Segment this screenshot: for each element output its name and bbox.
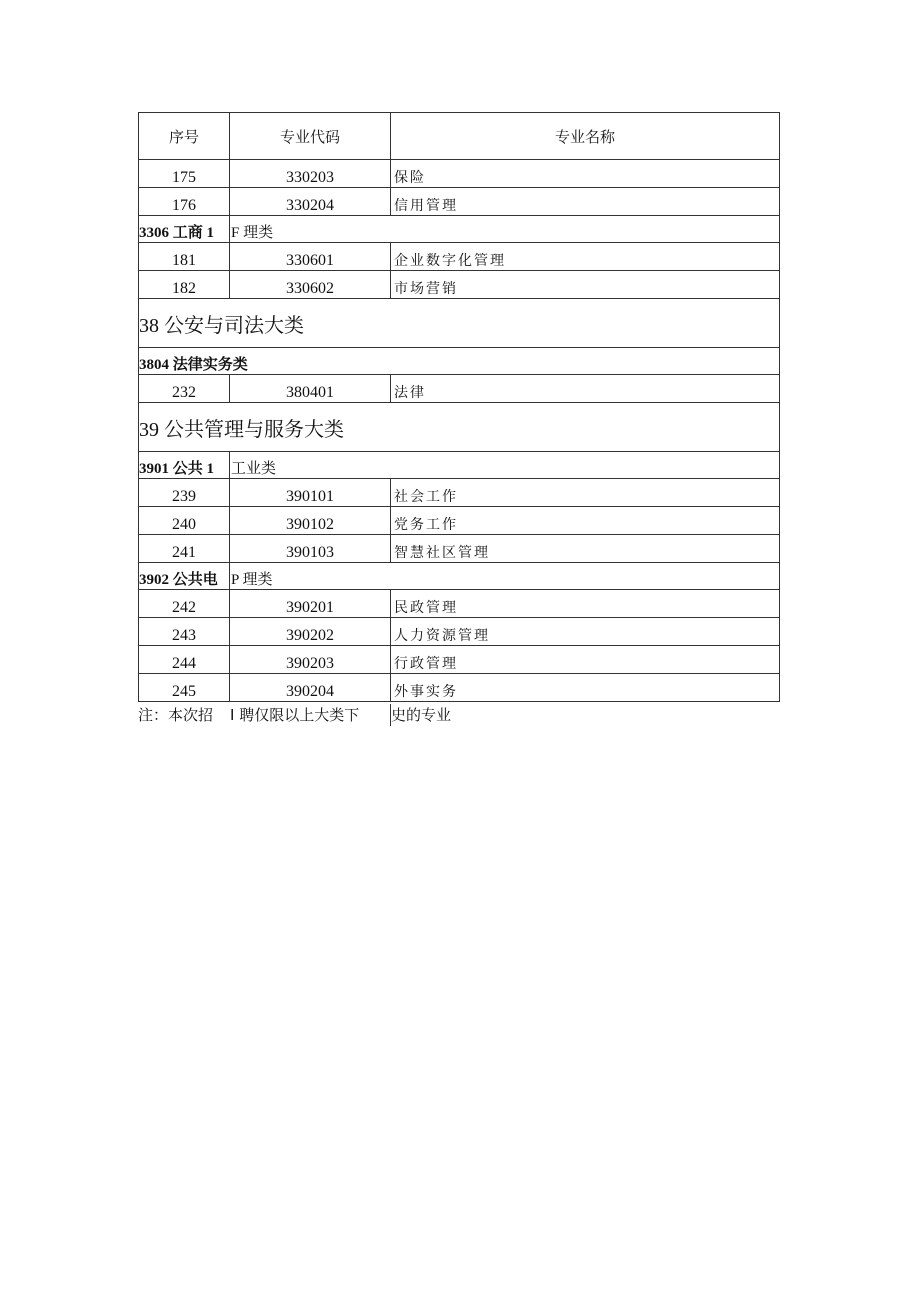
cell-name: 企业数字化管理 — [391, 243, 780, 271]
cell-name: 智慧社区管理 — [391, 535, 780, 563]
table-row — [139, 243, 780, 271]
header-code: 专业代码 — [230, 113, 391, 160]
cell-code: 390201 — [230, 590, 391, 618]
cell-code: 390102 — [230, 507, 391, 535]
footnote-part-2: I 聘仅限以上大类下 — [230, 706, 360, 724]
footnote-part-1: 注：本次招 — [138, 706, 214, 724]
table-row — [139, 618, 780, 646]
subcategory-code-label: 3902 公共电 — [139, 563, 230, 590]
cell-name: 信用管理 — [391, 188, 780, 216]
table-row — [139, 271, 780, 299]
category-title: 38 公安与司法大类 — [139, 299, 780, 348]
subcategory-row — [139, 452, 780, 479]
cell-name: 党务工作 — [391, 507, 780, 535]
table-row — [139, 535, 780, 563]
subcategory-code-label: 3306 工商 1 — [139, 216, 230, 243]
category-row — [139, 299, 780, 348]
cell-seq: 176 — [139, 188, 230, 216]
category-title: 39 公共管理与服务大类 — [139, 403, 780, 452]
subcategory-code-label: 3804 法律实务类 — [139, 348, 780, 375]
subcategory-code-label: 3901 公共 1 — [139, 452, 230, 479]
table-header-row — [139, 113, 780, 160]
cell-seq: 232 — [139, 375, 230, 403]
table-row — [139, 375, 780, 403]
cell-seq: 242 — [139, 590, 230, 618]
subcategory-name-label: F 理类 — [230, 216, 780, 243]
header-seq: 序号 — [139, 113, 230, 160]
cell-name: 社会工作 — [391, 479, 780, 507]
cell-name: 行政管理 — [391, 646, 780, 674]
cell-code: 330203 — [230, 160, 391, 188]
cell-code: 330601 — [230, 243, 391, 271]
cell-seq: 243 — [139, 618, 230, 646]
footnote-part-3: 史的专业 — [391, 706, 452, 724]
cell-name: 保险 — [391, 160, 780, 188]
header-name: 专业名称 — [391, 113, 780, 160]
table-row — [139, 160, 780, 188]
subcategory-row — [139, 216, 780, 243]
cell-seq: 182 — [139, 271, 230, 299]
cell-name: 外事实务 — [391, 674, 780, 702]
cell-code: 390203 — [230, 646, 391, 674]
cell-seq: 245 — [139, 674, 230, 702]
category-row — [139, 403, 780, 452]
cell-code: 390101 — [230, 479, 391, 507]
subcategory-name-label: P 理类 — [230, 563, 780, 590]
subcategory-row — [139, 348, 780, 375]
cell-seq: 239 — [139, 479, 230, 507]
cell-code: 390204 — [230, 674, 391, 702]
cell-code: 330602 — [230, 271, 391, 299]
cell-seq: 241 — [139, 535, 230, 563]
cell-name: 市场营销 — [391, 271, 780, 299]
table-row — [139, 674, 780, 702]
cell-seq: 175 — [139, 160, 230, 188]
table-row — [139, 507, 780, 535]
footnote — [138, 704, 779, 728]
table-row — [139, 479, 780, 507]
subcategory-name-label: 工业类 — [230, 452, 780, 479]
cell-name: 人力资源管理 — [391, 618, 780, 646]
cell-code: 390202 — [230, 618, 391, 646]
subcategory-row — [139, 563, 780, 590]
cell-name: 法律 — [391, 375, 780, 403]
cell-code: 390103 — [230, 535, 391, 563]
cell-name: 民政管理 — [391, 590, 780, 618]
table-row — [139, 646, 780, 674]
cell-seq: 244 — [139, 646, 230, 674]
table-row — [139, 188, 780, 216]
majors-table — [138, 112, 780, 702]
cell-code: 330204 — [230, 188, 391, 216]
cell-code: 380401 — [230, 375, 391, 403]
cell-seq: 240 — [139, 507, 230, 535]
cell-seq: 181 — [139, 243, 230, 271]
table-row — [139, 590, 780, 618]
